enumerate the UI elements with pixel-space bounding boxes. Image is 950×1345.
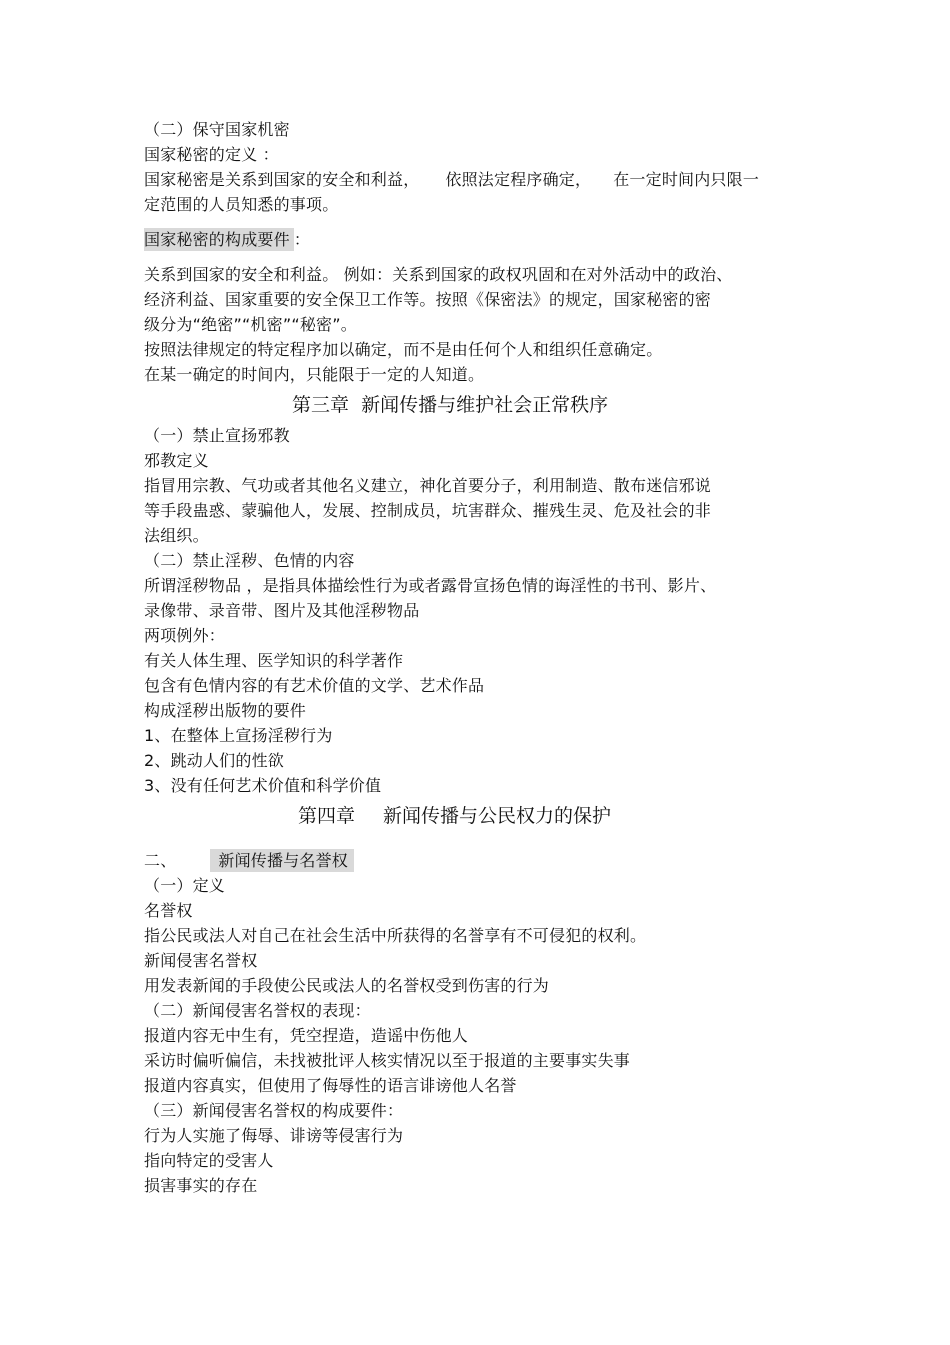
chapter3-line: 等手段蛊惑、蒙骗他人，发展、控制成员，坑害群众、摧残生灵、危及社会的非 <box>144 501 712 520</box>
chapter3-line: 2、跳动人们的性欲 <box>144 751 284 770</box>
highlighted-elements-label: 国家秘密的构成要件 <box>144 228 294 251</box>
paragraph-line: 经济利益、国家重要的安全保卫工作等。按照《保密法》的规定，国家秘密的密 <box>144 290 712 309</box>
highlighted-subsection-title: 新闻传播与名誉权 <box>210 849 354 872</box>
elements-colon: ： <box>293 230 311 249</box>
chapter-three-title <box>144 391 950 419</box>
subsection-number: 二、 <box>144 851 177 870</box>
section-heading: （二）保守国家机密 <box>144 120 290 139</box>
definition-label: 国家秘密的定义 ： <box>144 145 279 164</box>
chapter3-line: 有关人体生理、医学知识的科学著作 <box>144 651 404 670</box>
paragraph-line: 关系到国家的安全和利益。 例如：关系到国家的政权巩固和在对外活动中的政治、 <box>144 265 733 284</box>
chapter4-line: 指公民或法人对自己在社会生活中所获得的名誉享有不可侵犯的权利。 <box>144 926 647 945</box>
chapter-number: 第四章 <box>298 805 356 827</box>
chapter4-line: 报道内容无中生有，凭空捏造，造谣中伤他人 <box>144 1026 469 1045</box>
chapter3-line: （二）禁止淫秽、色情的内容 <box>144 551 355 570</box>
subsection-heading <box>144 848 950 873</box>
chapter-title: 新闻传播与公民权力的保护 <box>383 805 612 827</box>
chapter3-line: 包含有色情内容的有艺术价值的文学、艺术作品 <box>144 676 485 695</box>
chapter3-line: 所谓淫秽物品 ，是指具体描绘性行为或者露骨宣扬色情的诲淫性的书刊、影片、 <box>144 576 717 595</box>
chapter4-line: 采访时偏听偏信，未找被批评人核实情况以至于报道的主要事实失事 <box>144 1051 631 1070</box>
definition-part-c: 在一定时间内只限一 <box>613 170 760 189</box>
paragraph-line: 在某一确定的时间内，只能限于一定的人知道。 <box>144 365 485 384</box>
chapter4-line: （二）新闻侵害名誉权的表现： <box>144 1001 371 1020</box>
definition-part-b: 依照法定程序确定， <box>445 170 592 189</box>
elements-heading <box>144 227 950 252</box>
chapter4-line: （一）定义 <box>144 876 226 895</box>
chapter4-line: （三）新闻侵害名誉权的构成要件： <box>144 1101 404 1120</box>
chapter4-line: 用发表新闻的手段使公民或法人的名誉权受到伤害的行为 <box>144 976 550 995</box>
chapter4-line: 新闻侵害名誉权 <box>144 951 258 970</box>
chapter3-line: 录像带、录音带、图片及其他淫秽物品 <box>144 601 420 620</box>
chapter4-line: 报道内容真实，但使用了侮辱性的语言诽谤他人名誉 <box>144 1076 517 1095</box>
chapter-four-title <box>144 802 950 830</box>
chapter4-line: 名誉权 <box>144 901 193 920</box>
chapter3-line: 指冒用宗教、气功或者其他名义建立，神化首要分子，利用制造、散布迷信邪说 <box>144 476 712 495</box>
paragraph-line: 级分为“绝密”“机密”“秘密”。 <box>144 315 357 334</box>
chapter3-line: 构成淫秽出版物的要件 <box>144 701 307 720</box>
chapter3-line: 1、在整体上宣扬淫秽行为 <box>144 726 333 745</box>
paragraph-line: 按照法律规定的特定程序加以确定，而不是由任何个人和组织任意确定。 <box>144 340 663 359</box>
chapter3-line: 邪教定义 <box>144 451 209 470</box>
chapter4-line: 指向特定的受害人 <box>144 1151 274 1170</box>
chapter4-line: 行为人实施了侮辱、诽谤等侵害行为 <box>144 1126 404 1145</box>
chapter4-line: 损害事实的存在 <box>144 1176 258 1195</box>
definition-line-1 <box>144 167 950 192</box>
chapter-title: 新闻传播与维护社会正常秩序 <box>361 394 609 416</box>
chapter3-line: （一）禁止宣扬邪教 <box>144 426 290 445</box>
definition-line-2: 定范围的人员知悉的事项。 <box>144 195 339 214</box>
chapter-number: 第三章 <box>292 394 350 416</box>
definition-part-a: 国家秘密是关系到国家的安全和利益， <box>144 170 420 189</box>
chapter3-line: 法组织。 <box>144 526 209 545</box>
chapter3-line: 两项例外： <box>144 626 226 645</box>
chapter3-line: 3、没有任何艺术价值和科学价值 <box>144 776 382 795</box>
